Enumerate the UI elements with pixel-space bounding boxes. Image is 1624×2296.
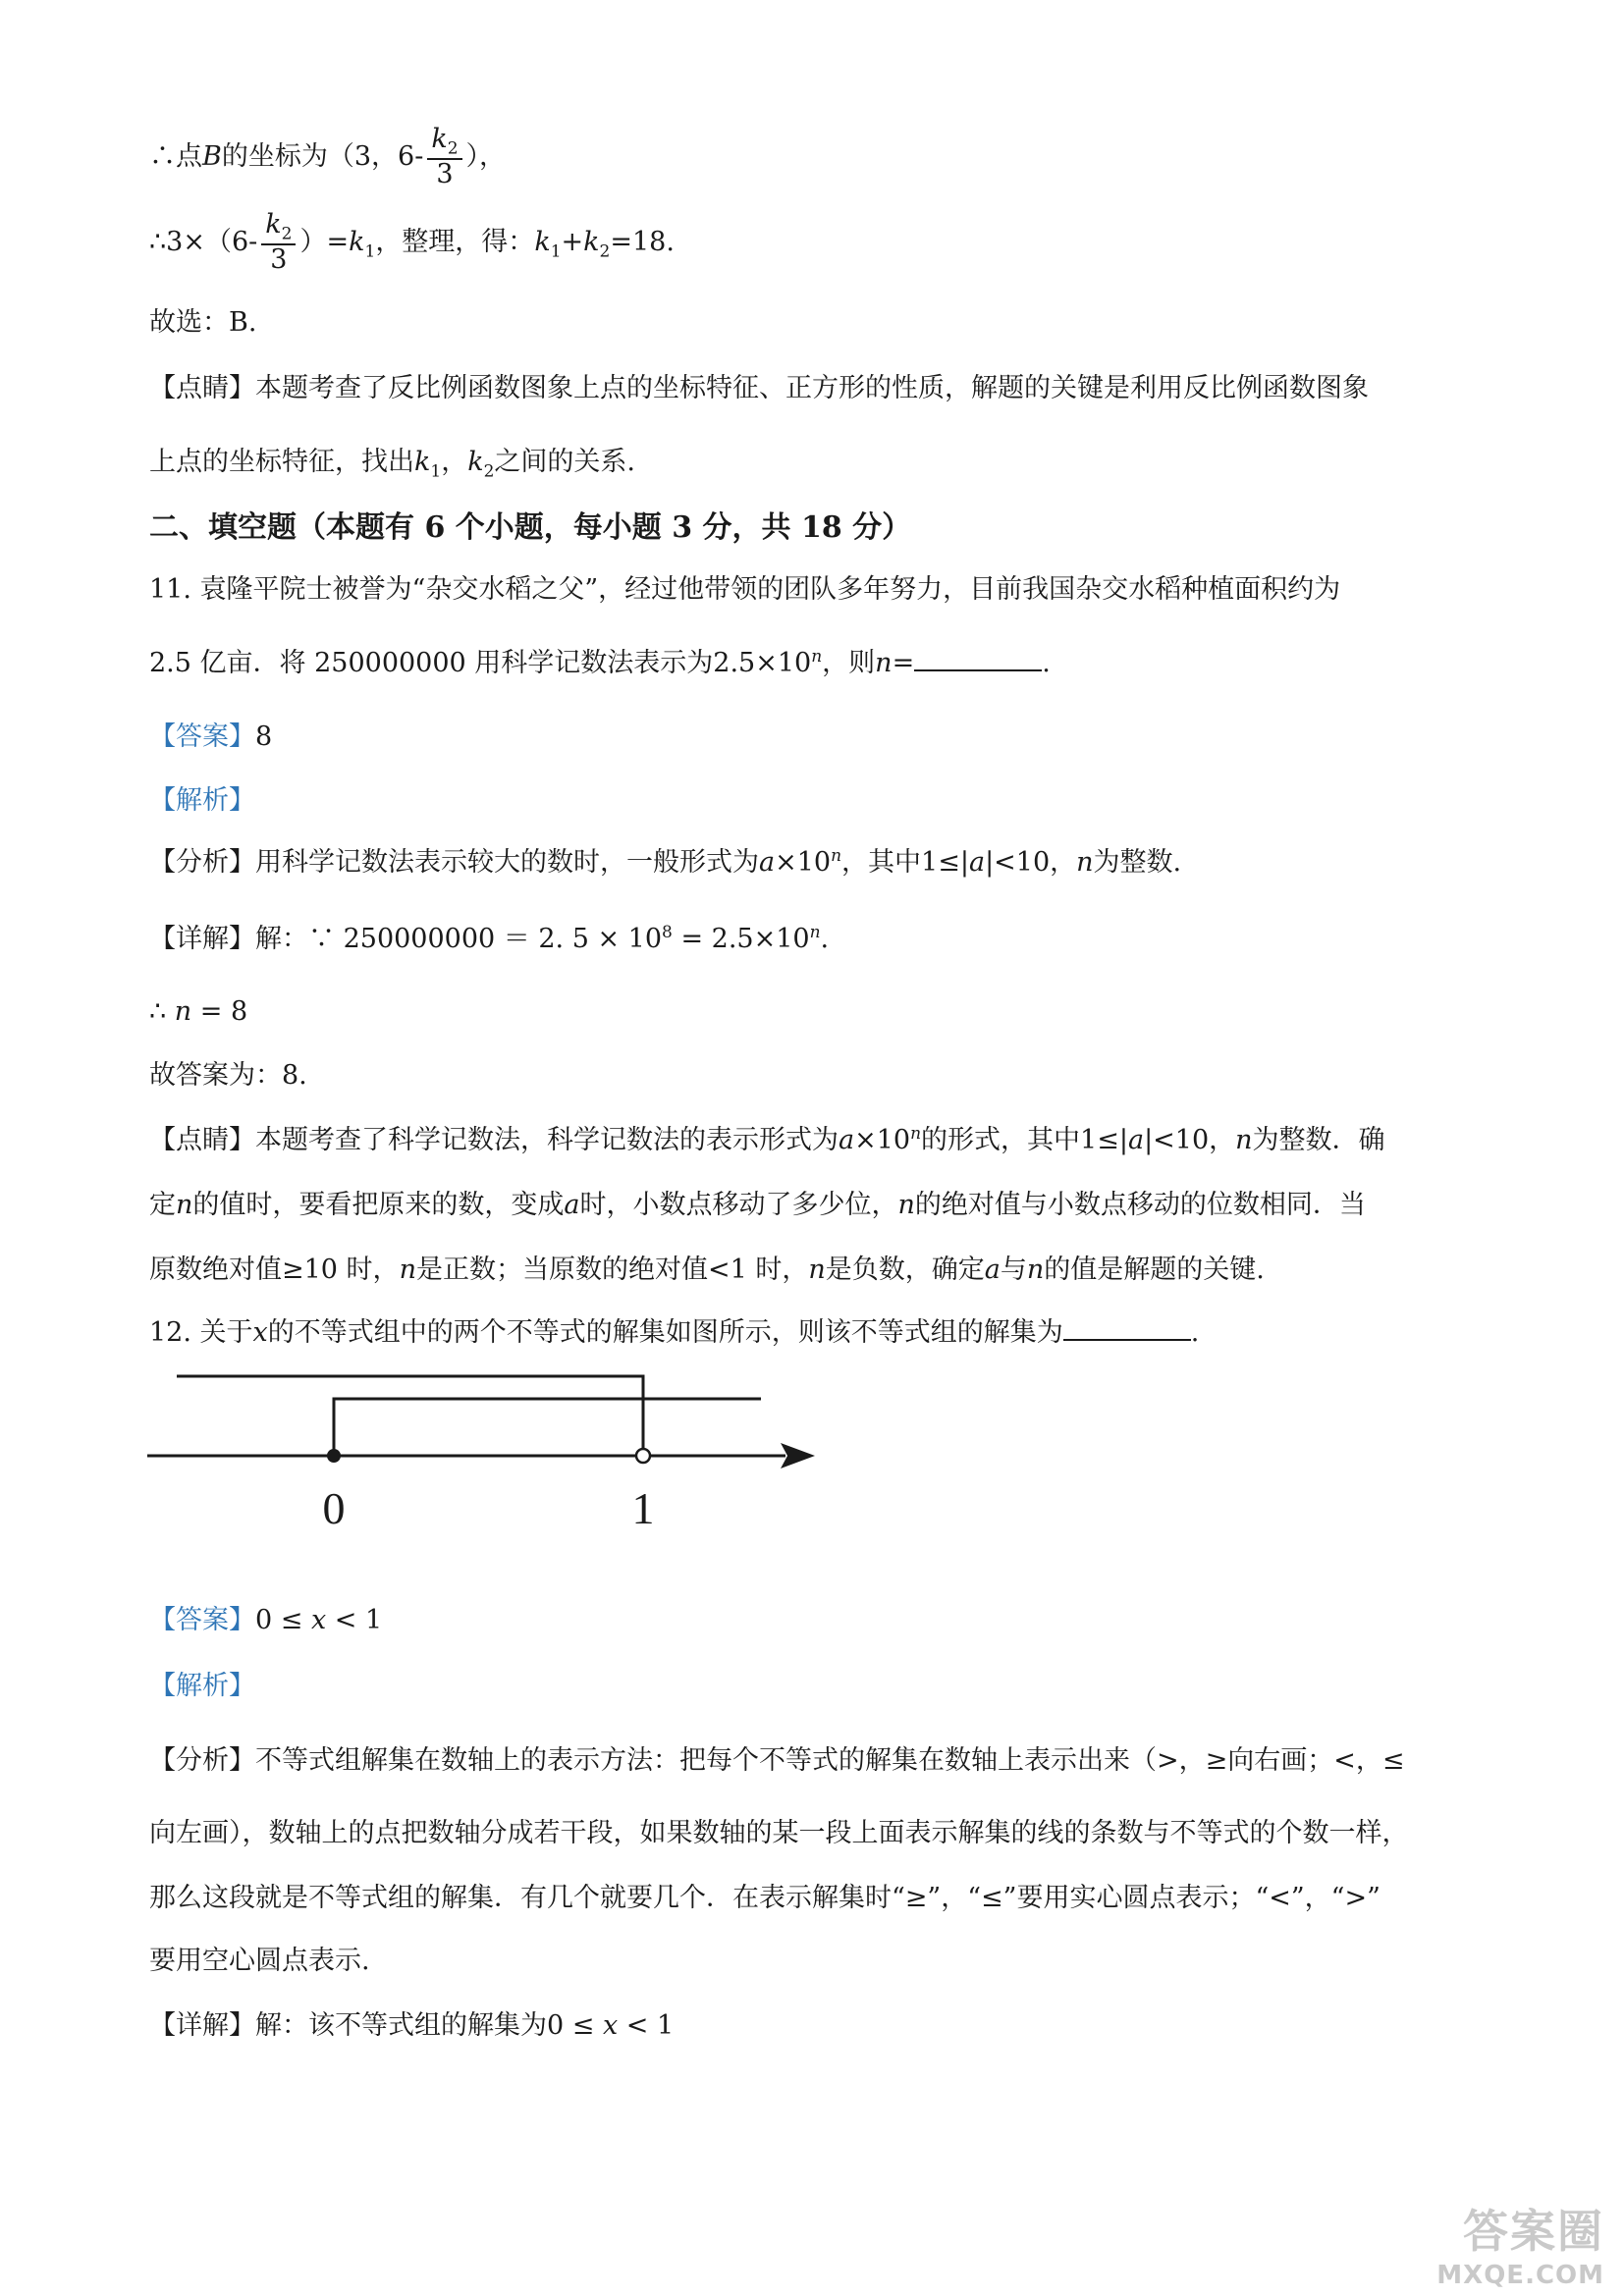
hollow-point-1: [636, 1449, 650, 1463]
sup: n: [910, 1124, 922, 1144]
var-k: k: [467, 447, 484, 477]
text: 是正数；当原数的绝对值<1 时，: [415, 1255, 809, 1285]
var-k: k: [414, 447, 431, 477]
var-n: n: [1076, 847, 1094, 878]
text: < 1: [618, 2010, 675, 2041]
solid-point-0: [327, 1449, 341, 1463]
text: < 1: [326, 1605, 383, 1635]
sub: 2: [599, 241, 611, 262]
text: 【详解】解：该不等式组的解集为: [149, 2010, 547, 2041]
text: 12. 关于: [149, 1317, 253, 1348]
watermark: [1436, 2196, 1604, 2290]
text: 之间的关系.: [494, 447, 635, 477]
analysis-tag: 【解析】: [149, 785, 255, 816]
text: 2.5 亿亩．将 250000000 用科学记数法表示为: [149, 648, 714, 678]
var-n: n: [1235, 1125, 1253, 1155]
detail-line: [149, 2010, 674, 2042]
var-a: a: [1127, 1125, 1145, 1155]
therefore-line: [149, 996, 247, 1028]
answer-blank: [914, 646, 1042, 671]
section-heading: 二、填空题（本题有 6 个小题，每小题 3 分，共 18 分）: [149, 510, 912, 545]
text: 为整数．确: [1252, 1125, 1385, 1155]
sup: n: [809, 923, 821, 942]
comment-line: [149, 1124, 1385, 1156]
text: = 2.5×10: [672, 924, 810, 954]
var-k: k: [583, 226, 600, 257]
text: 0 ≤: [255, 1605, 311, 1635]
var-k: k: [349, 226, 365, 257]
text: ），: [465, 140, 507, 172]
math-expr: 2.5×10: [713, 648, 812, 678]
answer-tag: 【答案】: [149, 721, 255, 752]
var-n: n: [176, 1190, 193, 1220]
sub: 2: [447, 138, 459, 159]
line-point-b-coordinates: [149, 126, 506, 189]
math-expr: ×10: [854, 1125, 911, 1155]
final-answer-line: 故答案为：8.: [149, 1060, 307, 1091]
axis-arrow-icon: [781, 1443, 815, 1468]
sup: n: [831, 846, 842, 866]
solution-bar-right: [334, 1399, 761, 1456]
text: 的不等式组中的两个不等式的解集如图所示，则该不等式组的解集为: [267, 1317, 1063, 1348]
text: 时，小数点移动了多少位，: [579, 1190, 898, 1220]
text: 【点睛】本题考查了科学记数法，科学记数法的表示形式为: [149, 1125, 839, 1155]
var-x: x: [310, 1605, 327, 1635]
comment-line-3: [149, 1255, 1265, 1286]
var-n: n: [808, 1255, 826, 1285]
text: 原数绝对值≥10 时，: [149, 1255, 400, 1285]
analysis-line-3: 那么这段就是不等式组的解集．有几个就要几个．在表示解集时“≥”，“≤”要用实心圆点表示；“<”，“>”: [149, 1883, 1380, 1913]
fraction: [427, 126, 461, 189]
text: 【详解】解：∵ 250000000 ＝ 2. 5 × 10: [149, 924, 663, 954]
tick-label-0: 0: [322, 1483, 346, 1533]
text: 定: [149, 1190, 176, 1220]
text: ，整理，得：: [375, 226, 535, 257]
denominator: 3: [436, 159, 454, 190]
var-a: a: [839, 1125, 855, 1155]
answer-tag: 【答案】: [149, 1605, 255, 1635]
detail-line: [149, 923, 829, 955]
sub: 1: [550, 241, 562, 262]
text: ∴3×（6-: [149, 226, 258, 257]
text: .: [1190, 1317, 1200, 1348]
var-x: x: [252, 1317, 268, 1348]
text: 的绝对值与小数点移动的位数相同．当: [914, 1190, 1366, 1220]
text: 与: [1000, 1255, 1027, 1285]
text: .: [1042, 648, 1051, 678]
var-n: n: [174, 996, 192, 1027]
var-n: n: [1026, 1255, 1045, 1285]
analysis-line-2: 向左画），数轴上的点把数轴分成若干段，如果数轴的某一段上面表示解集的线的条数与不等式的个数一样，: [149, 1818, 1409, 1848]
text: ，其中1≤|: [841, 847, 969, 878]
var-a: a: [564, 1190, 580, 1220]
var-k: k: [431, 124, 448, 154]
var-n: n: [399, 1255, 416, 1285]
analysis-line-1: 【分析】不等式组解集在数轴上的表示方法：把每个不等式的解集在数轴上表示出来（>，≥向右画；<，≤: [149, 1745, 1405, 1776]
var-n: n: [897, 1190, 915, 1220]
text: 是负数，确定: [825, 1255, 985, 1285]
text: = 8: [191, 996, 248, 1027]
watermark-url: MXQE.COM: [1436, 2261, 1604, 2290]
text: 0 ≤: [547, 2010, 603, 2041]
text: ）=: [299, 226, 350, 257]
text: 的值时，要看把原来的数，变成: [192, 1190, 565, 1220]
analysis-line: [149, 846, 1181, 879]
text: =: [892, 648, 915, 678]
text: 上点的坐标特征，找出: [149, 447, 414, 477]
text: 的值是解题的关键.: [1044, 1255, 1265, 1285]
tick-label-1: 1: [631, 1483, 655, 1533]
question-12: [149, 1315, 1199, 1349]
sub: 1: [430, 461, 442, 482]
var-x: x: [602, 2010, 619, 2041]
choice-line: 故选：B.: [149, 307, 257, 338]
watermark-title: 答案圈: [1463, 2205, 1604, 2258]
text: 的坐标为（3，6-: [221, 140, 424, 172]
sub: 2: [483, 461, 495, 482]
text: ，: [441, 447, 468, 477]
answer-value: 8: [255, 721, 273, 752]
answer-line: [149, 1605, 382, 1636]
question-11-line-1: 11. 袁隆平院士被誉为“杂交水稻之父”，经过他带领的团队多年努力，目前我国杂交水稻种植面积约为: [149, 574, 1341, 605]
var-k: k: [534, 226, 551, 257]
sub: 2: [281, 224, 293, 244]
comment-line-2: [149, 1190, 1366, 1221]
var-b: B: [202, 140, 222, 172]
answer-blank: [1063, 1315, 1191, 1341]
sup: n: [811, 647, 823, 667]
analysis-line-4: 要用空心圆点表示.: [149, 1946, 370, 1976]
text: 的形式，其中1≤|: [921, 1125, 1128, 1155]
text: ，则: [822, 648, 876, 678]
number-line-figure: [137, 1355, 844, 1551]
text: +: [561, 226, 584, 257]
var-a: a: [759, 847, 776, 878]
comment-line: 【点睛】本题考查了反比例函数图象上点的坐标特征、正方形的性质，解题的关键是利用反比例函数图象: [149, 373, 1369, 403]
analysis-tag: 【解析】: [149, 1671, 255, 1701]
line-equation-k1-k2: [149, 211, 675, 275]
solution-bar-left: [177, 1376, 643, 1456]
text: ∴: [149, 996, 175, 1027]
var-n: n: [875, 648, 893, 678]
sup: 8: [662, 923, 673, 942]
fraction: [261, 211, 296, 275]
sub: 1: [364, 241, 376, 262]
text: =18.: [610, 226, 675, 257]
denominator: 3: [270, 244, 288, 276]
var-k: k: [265, 209, 282, 240]
question-11-line-2: [149, 646, 1051, 679]
text: 【分析】用科学记数法表示较大的数时，一般形式为: [149, 847, 759, 878]
text: |<10，: [1144, 1125, 1236, 1155]
var-a: a: [968, 847, 986, 878]
text: 为整数.: [1093, 847, 1182, 878]
math-expr: ×10: [775, 847, 832, 878]
text: ∴点: [149, 140, 202, 172]
text: .: [820, 924, 830, 954]
text: |<10，: [985, 847, 1077, 878]
answer-line: [149, 721, 272, 753]
comment-line-2: [149, 447, 635, 482]
var-a: a: [984, 1255, 1001, 1285]
